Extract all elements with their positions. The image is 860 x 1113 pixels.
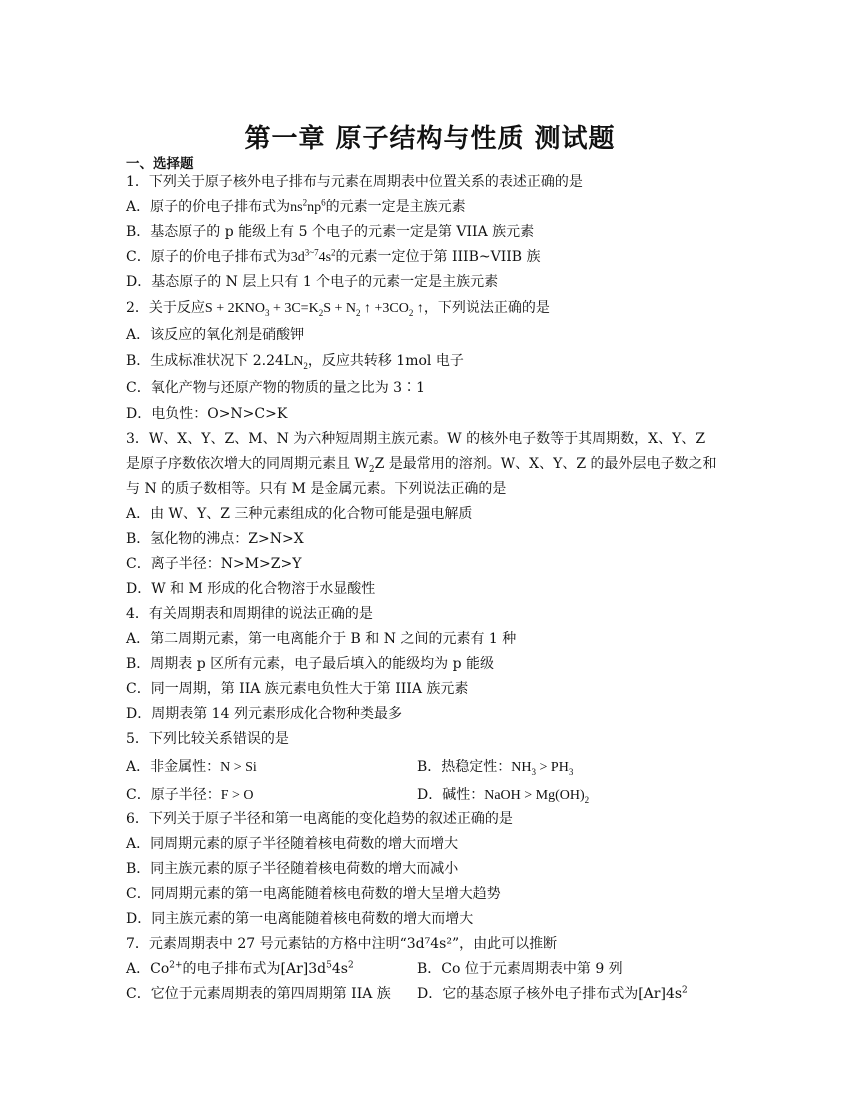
q2-option-a: A．该反应的氧化剂是硝酸钾: [126, 327, 305, 343]
q5-option-b: B．热稳定性：$NH_3 > PH_3$: [417, 759, 574, 777]
q6-option-b: B．同主族元素的原子半径随着核电荷数的增大而减小: [126, 861, 459, 877]
q7-option-a: A．$Co^{2+}$的电子排布式为$[Ar]3d^54s^2$: [126, 960, 354, 977]
q6-option-c: C．同周期元素的第一电离能随着核电荷数的增大呈增大趋势: [126, 886, 501, 902]
q3-option-b: B．氢化物的沸点：Z>N>X: [126, 531, 304, 547]
q6-stem: 6．下列关于原子半径和第一电离能的变化趋势的叙述正确的是: [126, 811, 513, 827]
q7-stem: 7．元素周期表中 27 号元素钴的方格中注明“3d⁷4s²”，由此可以推断: [126, 936, 558, 952]
q4-option-a: A．第二周期元素，第一电离能介于 B 和 N 之间的元素有 1 种: [126, 631, 517, 647]
q1-option-b: B．基态原子的 p 能级上有 5 个电子的元素一定是第 VIIA 族元素: [126, 224, 535, 240]
page-title: 第一章 原子结构与性质 测试题: [244, 124, 616, 154]
q2-option-c: C．氧化产物与还原产物的物质的量之比为 3∶1: [126, 380, 425, 396]
q2-option-d: D．电负性：O>N>C>K: [126, 406, 288, 422]
q7-option-d: D．它的基态原子核外电子排布式为$[Ar]4s^2$: [417, 985, 688, 1002]
q5-stem: 5．下列比较关系错误的是: [126, 731, 289, 747]
q3-option-a: A．由 W、Y、Z 三种元素组成的化合物可能是强电解质: [126, 506, 473, 522]
q4-option-b: B．周期表 p 区所有元素，电子最后填入的能级均为 p 能级: [126, 656, 495, 672]
q3-stem-line1: 3．W、X、Y、Z、M、N 为六种短周期主族元素。W 的核外电子数等于其周期数，X、Y、Z: [126, 431, 706, 447]
q6-option-d: D．同主族元素的第一电离能随着核电荷数的增大而增大: [126, 911, 474, 927]
q2-option-b: B．生成标准状况下 $2.24LN_2$，反应共转移 1mol 电子: [126, 353, 464, 371]
q6-option-a: A．同周期元素的原子半径随着核电荷数的增大而增大: [126, 836, 459, 852]
q5-option-c: C．原子半径：F > O: [126, 787, 254, 803]
q3-option-c: C．离子半径：N>M>Z>Y: [126, 556, 302, 572]
q1-option-c: C．原子的价电子排布式为$3d^{3\sim 7}4s^2$的元素一定位于第 IIIB~VIIB 族: [126, 247, 541, 265]
section-heading: 一、选择题: [126, 156, 194, 172]
q1-option-a: A．原子的价电子排布式为$ns^2np^6$的元素一定是主族元素: [126, 197, 466, 215]
q3-option-d: D．W 和 M 形成的化合物溶于水显酸性: [126, 581, 376, 597]
q1-option-d: D．基态原子的 N 层上只有 1 个电子的元素一定是主族元素: [126, 274, 499, 290]
q4-option-c: C．同一周期，第 IIA 族元素电负性大于第 IIIA 族元素: [126, 681, 469, 697]
q7-option-c: C．它位于元素周期表的第四周期第 IIA 族: [126, 986, 391, 1002]
q7-option-b: B．Co 位于元素周期表中第 9 列: [417, 961, 623, 977]
q1-stem: 1．下列关于原子核外电子排布与元素在周期表中位置关系的表述正确的是: [126, 174, 583, 190]
q3-stem-line3: 与 N 的质子数相等。只有 M 是金属元素。下列说法正确的是: [126, 481, 507, 497]
q3-stem-line2: 是原子序数依次增大的同周期元素且 $W_2Z$ 是最常用的溶剂。W、X、Y、Z 的最外层电子数之和: [126, 456, 717, 475]
q5-option-a: A．非金属性：N > Si: [126, 759, 257, 775]
q2-stem: 2．关于反应$S + 2KNO_3 + 3C=K_2S + N_2$ ↑ $+3CO_2$ ↑，下列说法正确的是: [126, 300, 550, 318]
q4-stem: 4．有关周期表和周期律的说法正确的是: [126, 606, 373, 622]
q5-option-d: D．碱性：NaOH > $Mg(OH)_2$: [417, 787, 590, 805]
q4-option-d: D．周期表第 14 列元素形成化合物种类最多: [126, 706, 402, 722]
